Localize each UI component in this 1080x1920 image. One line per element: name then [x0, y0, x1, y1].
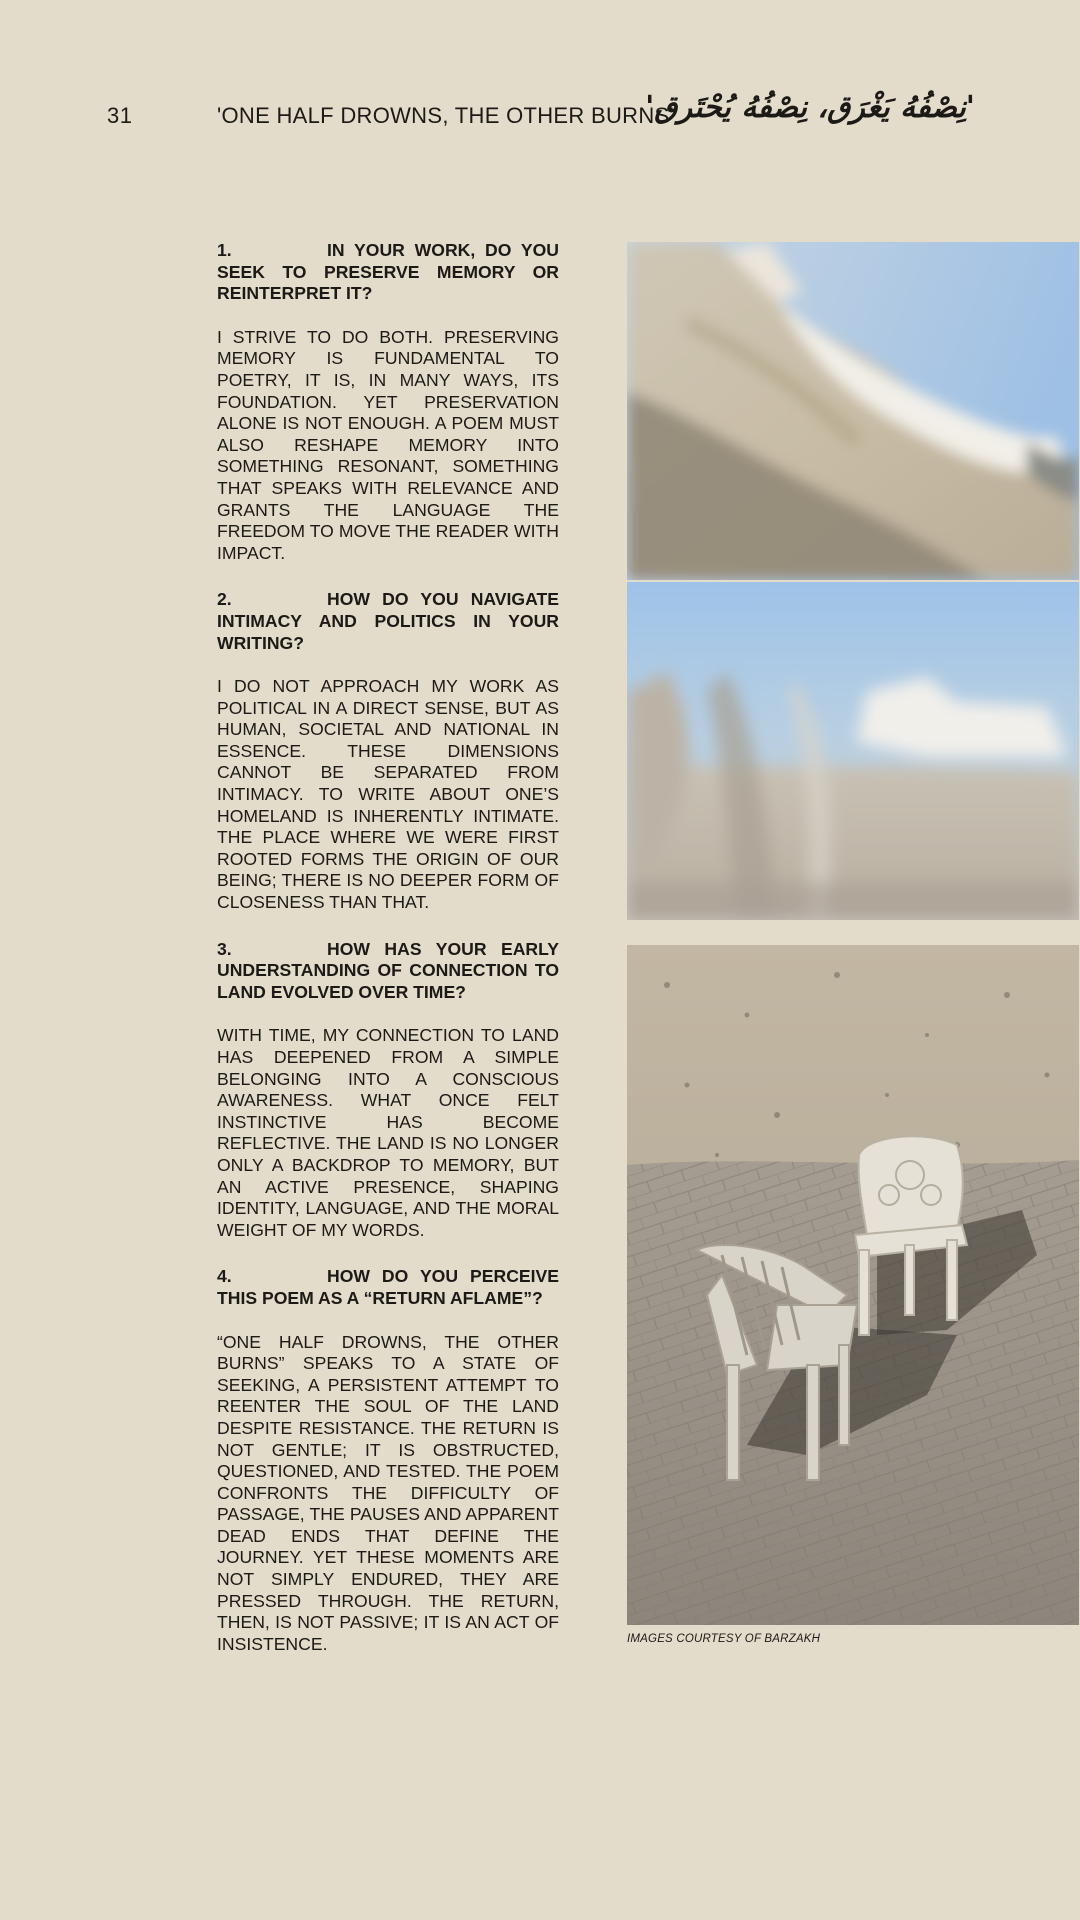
blurred-coast-photo: [627, 242, 1079, 580]
question-3: [217, 939, 559, 1004]
qa-item-3: [217, 939, 559, 1242]
question-number: 1.: [217, 240, 232, 260]
page-number: 31: [107, 103, 133, 128]
two-chairs-photo: [627, 945, 1079, 1625]
question-text: HOW HAS YOUR EARLY UNDERSTANDING OF CONNECTION TO LAND EVOLVED OVER TIME?: [217, 938, 559, 1002]
question-number: 2.: [217, 589, 232, 610]
arabic-title: 'نِصْفُهُ يَغْرَق، نِصْفُهُ يُحْتَرق': [645, 90, 975, 125]
question-text: HOW DO YOU PERCEIVE THIS POEM AS A “RETURN AFLAME”?: [217, 1266, 559, 1308]
interview-column: [217, 240, 559, 1680]
question-2: [217, 589, 559, 654]
question-number: 3.: [217, 938, 232, 959]
image-caption: IMAGES COURTESY OF BARZAKH: [627, 1633, 821, 1645]
qa-item-4: [217, 1266, 559, 1655]
answer-1: I STRIVE TO DO BOTH. PRESERVING MEMORY IS FUNDAMENTAL TO POETRY, IT IS, IN MANY WAYS, ITS FOUNDATION. YET PRESERVATION ALONE IS NOT ENOUGH. A POEM MUST ALSO RESHAPE MEMORY INTO SOMETHING RESONANT, SOMETHING THAT SPEAKS WITH RELEVANCE AND GRANTS THE LANGUAGE THE FREEDOM TO MOVE THE READER WITH IMPACT.: [217, 326, 559, 563]
answer-2: I DO NOT APPROACH MY WORK AS POLITICAL IN A DIRECT SENSE, BUT AS HUMAN, SOCIETAL AND NATIONAL IN ESSENCE. THESE DIMENSIONS CANNOT BE SEPARATED FROM INTIMACY. TO WRITE ABOUT ONE’S HOMELAND IS INHERENTLY INTIMATE. THE PLACE WHERE WE WERE FIRST ROOTED FORMS THE ORIGIN OF OUR BEING; THERE IS NO DEEPER FORM OF CLOSENESS THAN THAT.: [217, 676, 559, 913]
page-header: [0, 0, 1080, 160]
page-title: 'ONE HALF DROWNS, THE OTHER BURNS': [217, 103, 675, 128]
question-4: [217, 1266, 559, 1309]
question-text: IN YOUR WORK, DO YOU SEEK TO PRESERVE MEMORY OR REINTERPRET IT?: [217, 240, 559, 304]
answer-4: “ONE HALF DROWNS, THE OTHER BURNS” SPEAKS TO A STATE OF SEEKING, A PERSISTENT ATTEMPT TO REENTER THE SOUL OF THE LAND DESPITE RESISTANCE. THE RETURN IS NOT GENTLE; IT IS OBSTRUCTED, QUESTIONED, AND TESTED. THE POEM CONFRONTS THE DIFFICULTY OF PASSAGE, THE PAUSES AND APPARENT DEAD ENDS THAT DEFINE THE JOURNEY. YET THESE MOMENTS ARE NOT SIMPLY ENDURED, THEY ARE PRESSED THROUGH. THE RETURN, THEN, IS NOT PASSIVE; IT IS AN ACT OF INSISTENCE.: [217, 1331, 559, 1654]
question-text: HOW DO YOU NAVIGATE INTIMACY AND POLITICS IN YOUR WRITING?: [217, 589, 559, 653]
question-number: 4.: [217, 1266, 232, 1287]
question-1: [217, 240, 559, 305]
qa-item-1: [217, 240, 559, 564]
qa-item-2: [217, 589, 559, 913]
answer-3: WITH TIME, MY CONNECTION TO LAND HAS DEEPENED FROM A SIMPLE BELONGING INTO A CONSCIOUS AWARENESS. WHAT ONCE FELT INSTINCTIVE HAS BECOME REFLECTIVE. THE LAND IS NO LONGER ONLY A BACKDROP TO MEMORY, BUT AN ACTIVE PRESENCE, SHAPING IDENTITY, LANGUAGE, AND THE MORAL WEIGHT OF MY WORDS.: [217, 1025, 559, 1240]
blurred-buildings-photo: [627, 582, 1079, 920]
